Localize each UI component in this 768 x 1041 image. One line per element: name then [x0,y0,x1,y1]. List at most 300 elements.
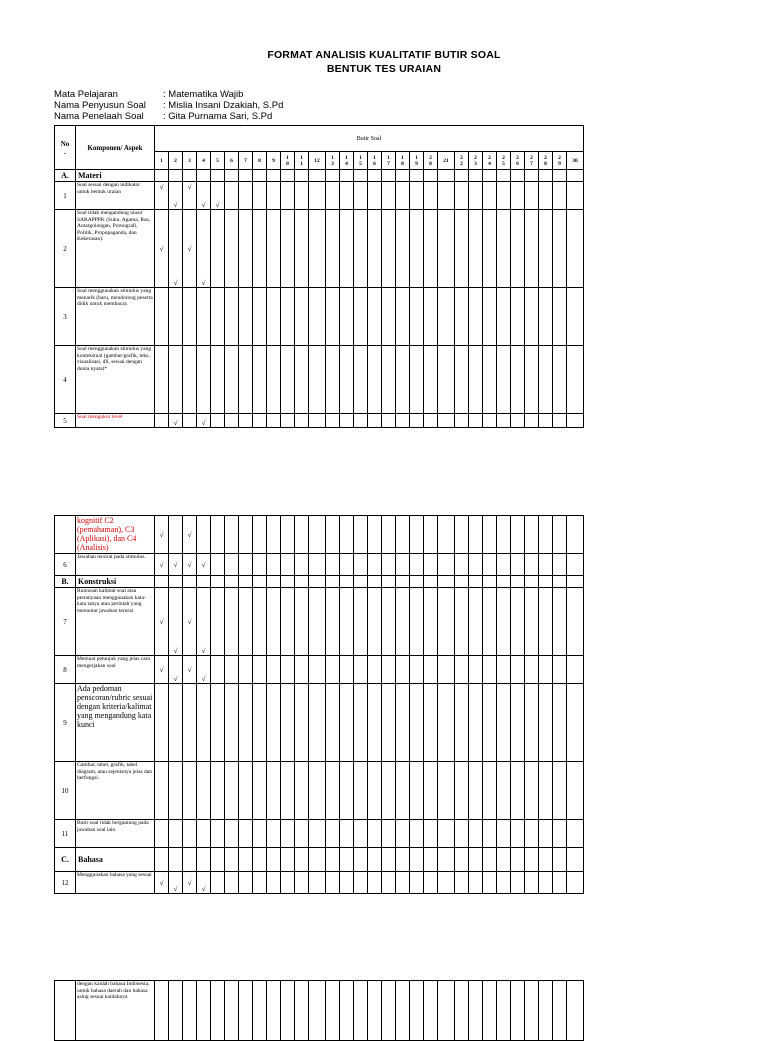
empty-cell [438,588,455,656]
meta-label: Nama Penelaah Soal [54,111,144,122]
empty-cell [368,170,382,182]
empty-cell [211,346,225,414]
empty-cell [225,182,239,210]
empty-cell [197,848,211,872]
section-letter: A. [55,170,76,182]
aspect-text: Memuat petunjuk yang jelas cara mengerjakan soal [76,656,155,684]
empty-cell [511,848,525,872]
empty-cell [211,981,225,1041]
empty-cell [155,820,169,848]
check-cell [197,554,211,576]
section-title: Materi [76,170,155,182]
empty-cell [483,554,497,576]
empty-cell [382,170,396,182]
row-number: 11 [55,820,76,848]
empty-cell [309,414,326,428]
empty-cell [455,981,469,1041]
empty-cell [469,762,483,820]
empty-cell [326,554,340,576]
aspect-text: Soal menggunakan stimulus yang kontekstual (gambar/grafik, teks, visualisasi, dll, sesuai dengan dunia nyata)* [76,346,155,414]
empty-cell [511,516,525,554]
empty-cell [281,576,295,588]
empty-cell [567,576,584,588]
empty-cell [469,656,483,684]
empty-cell [309,820,326,848]
empty-cell [396,872,410,894]
aspect-text: dengan kaidah bahasa Indonesia, untuk bahasa daerah dan bahasa asing sesuai kaidahnya [76,981,155,1041]
empty-cell [281,182,295,210]
empty-cell [340,414,354,428]
empty-cell [511,872,525,894]
empty-cell [410,414,424,428]
empty-cell [225,210,239,288]
column-number: 2 4 [483,152,497,170]
column-number: 8 [253,152,267,170]
empty-cell [326,872,340,894]
empty-cell [211,288,225,346]
empty-cell [155,762,169,820]
check-mark: √ [187,617,192,626]
empty-cell [309,684,326,762]
empty-cell [211,684,225,762]
empty-cell [183,848,197,872]
check-mark: √ [159,183,164,191]
empty-cell [553,656,567,684]
empty-cell [438,554,455,576]
empty-cell [438,170,455,182]
empty-cell [525,981,539,1041]
empty-cell [281,762,295,820]
empty-cell [368,210,382,288]
empty-cell [396,684,410,762]
empty-cell [267,554,281,576]
table-row [55,981,584,1041]
empty-cell [511,820,525,848]
empty-cell [455,170,469,182]
empty-cell [211,588,225,656]
empty-cell [410,656,424,684]
empty-cell [539,554,553,576]
empty-cell [253,820,267,848]
check-cell [155,554,169,576]
table-row [55,588,584,656]
empty-cell [497,210,511,288]
empty-cell [396,182,410,210]
empty-cell [368,684,382,762]
check-mark: √ [201,675,206,683]
empty-cell [511,182,525,210]
empty-cell [483,182,497,210]
table-row [55,656,584,684]
empty-cell [197,684,211,762]
column-number: 2 6 [511,152,525,170]
empty-cell [340,588,354,656]
empty-cell [281,820,295,848]
empty-cell [382,288,396,346]
empty-cell [354,170,368,182]
empty-cell [483,656,497,684]
empty-cell [396,576,410,588]
check-cell [197,182,211,210]
empty-cell [438,848,455,872]
empty-cell [239,170,253,182]
empty-cell [368,554,382,576]
table-row [55,516,584,554]
column-number: 1 8 [396,152,410,170]
empty-cell [267,288,281,346]
empty-cell [469,210,483,288]
column-number: 1 5 [354,152,368,170]
empty-cell [410,872,424,894]
empty-cell [525,820,539,848]
empty-cell [511,588,525,656]
aspect-text: Soal tidak mengandung unsur SARAPPPK (Suku, Agama, Ras, Antargolongan, Pornografi, Politik, Propopaganda, dan Kekerasan). [76,210,155,288]
empty-cell [326,288,340,346]
empty-cell [410,182,424,210]
empty-cell [354,848,368,872]
section-row [55,576,584,588]
empty-cell [396,516,410,554]
empty-cell [169,820,183,848]
empty-cell [295,516,309,554]
empty-cell [410,981,424,1041]
empty-cell [281,210,295,288]
empty-cell [225,576,239,588]
aspect-text: Gambar, tabel, grafik, tabel diagram, atau sejenisnya jelas dan berfungsi. [76,762,155,820]
empty-cell [497,820,511,848]
empty-cell [567,346,584,414]
check-cell [155,872,169,894]
empty-cell [197,762,211,820]
check-mark: √ [159,878,164,887]
empty-cell [253,554,267,576]
empty-cell [424,210,438,288]
empty-cell [497,182,511,210]
empty-cell [340,554,354,576]
row-number: 8 [55,656,76,684]
empty-cell [295,346,309,414]
column-number: 2 3 [469,152,483,170]
empty-cell [424,576,438,588]
empty-cell [354,210,368,288]
empty-cell [455,656,469,684]
empty-cell [253,182,267,210]
empty-cell [424,762,438,820]
empty-cell [295,656,309,684]
empty-cell [225,820,239,848]
empty-cell [525,210,539,288]
empty-cell [225,516,239,554]
empty-cell [424,288,438,346]
check-mark: √ [173,675,178,683]
empty-cell [309,182,326,210]
empty-cell [309,346,326,414]
empty-cell [567,210,584,288]
empty-cell [497,170,511,182]
empty-cell [267,588,281,656]
empty-cell [253,170,267,182]
empty-cell [340,210,354,288]
empty-cell [253,762,267,820]
empty-cell [553,848,567,872]
empty-cell [295,170,309,182]
empty-cell [239,848,253,872]
empty-cell [483,288,497,346]
empty-cell [295,288,309,346]
empty-cell [267,170,281,182]
empty-cell [239,288,253,346]
empty-cell [340,516,354,554]
empty-cell [326,848,340,872]
empty-cell [354,414,368,428]
column-number: 12 [309,152,326,170]
empty-cell [253,210,267,288]
section-title: Konstruksi [76,576,155,588]
empty-cell [354,762,368,820]
check-cell [183,588,197,656]
empty-cell [483,588,497,656]
empty-cell [239,820,253,848]
aspect-text: Soal sesuai dengan indikator untuk bentuk uraian [76,182,155,210]
empty-cell [239,684,253,762]
empty-cell [483,762,497,820]
empty-cell [438,576,455,588]
empty-cell [382,210,396,288]
column-number: 2 8 [539,152,553,170]
empty-cell [539,684,553,762]
empty-cell [368,182,382,210]
empty-cell [309,588,326,656]
empty-cell [511,170,525,182]
empty-cell [567,820,584,848]
empty-cell [438,346,455,414]
empty-cell [239,872,253,894]
empty-cell [396,656,410,684]
empty-cell [382,981,396,1041]
check-cell [169,656,183,684]
empty-cell [424,516,438,554]
empty-cell [197,981,211,1041]
empty-cell [239,346,253,414]
empty-cell [410,762,424,820]
empty-cell [211,762,225,820]
empty-cell [525,872,539,894]
empty-cell [267,576,281,588]
empty-cell [525,684,539,762]
empty-cell [396,170,410,182]
empty-cell [225,414,239,428]
row-number: 9 [55,684,76,762]
empty-cell [239,554,253,576]
empty-cell [469,981,483,1041]
empty-cell [497,588,511,656]
empty-cell [455,848,469,872]
row-number: 5 [55,414,76,428]
empty-cell [539,820,553,848]
empty-cell [326,414,340,428]
document-title: FORMAT ANALISIS KUALITATIF BUTIR SOAL [267,49,501,61]
empty-cell [281,516,295,554]
empty-cell [511,414,525,428]
empty-cell [511,576,525,588]
meta-value: : Matematika Wajib [163,89,244,100]
empty-cell [368,848,382,872]
empty-cell [183,414,197,428]
empty-cell [267,820,281,848]
empty-cell [497,981,511,1041]
empty-cell [354,288,368,346]
empty-cell [396,414,410,428]
empty-cell [295,588,309,656]
empty-cell [267,981,281,1041]
row-number: 4 [55,346,76,414]
empty-cell [469,588,483,656]
empty-cell [253,346,267,414]
empty-cell [438,210,455,288]
empty-cell [309,516,326,554]
empty-cell [267,182,281,210]
empty-cell [469,576,483,588]
empty-cell [396,346,410,414]
row-number [55,981,76,1041]
empty-cell [567,656,584,684]
empty-cell [295,820,309,848]
empty-cell [183,762,197,820]
empty-cell [309,288,326,346]
empty-cell [438,981,455,1041]
check-cell [169,182,183,210]
empty-cell [155,684,169,762]
empty-cell [295,762,309,820]
row-number: 2 [55,210,76,288]
empty-cell [567,872,584,894]
empty-cell [197,288,211,346]
empty-cell [525,848,539,872]
empty-cell [368,346,382,414]
empty-cell [424,656,438,684]
check-cell [197,414,211,428]
empty-cell [309,872,326,894]
empty-cell [483,210,497,288]
empty-cell [497,848,511,872]
empty-cell [567,848,584,872]
empty-cell [368,656,382,684]
empty-cell [455,576,469,588]
check-cell [183,554,197,576]
empty-cell [424,872,438,894]
empty-cell [438,762,455,820]
empty-cell [567,182,584,210]
empty-cell [424,414,438,428]
empty-cell [309,576,326,588]
empty-cell [211,170,225,182]
empty-cell [267,656,281,684]
empty-cell [525,656,539,684]
empty-cell [455,554,469,576]
empty-cell [539,981,553,1041]
empty-cell [354,516,368,554]
aspect-text: Rumusan kalimat soal atau pertanyaan menggunakan kata-kata tanya atau perintah yang menuntut jawaban terurai [76,588,155,656]
empty-cell [368,288,382,346]
check-mark: √ [173,885,178,893]
empty-cell [424,981,438,1041]
empty-cell [553,210,567,288]
check-mark: √ [173,279,178,287]
empty-cell [368,872,382,894]
empty-cell [267,414,281,428]
empty-cell [539,182,553,210]
empty-cell [424,848,438,872]
column-number: 1 7 [382,152,396,170]
check-mark: √ [173,201,178,209]
empty-cell [340,656,354,684]
empty-cell [183,170,197,182]
empty-cell [326,981,340,1041]
empty-cell [539,872,553,894]
empty-cell [511,981,525,1041]
empty-cell [539,656,553,684]
empty-cell [340,981,354,1041]
empty-cell [455,346,469,414]
check-cell [183,210,197,288]
empty-cell [326,656,340,684]
empty-cell [525,346,539,414]
empty-cell [567,170,584,182]
column-number: 4 [197,152,211,170]
table-row [55,554,584,576]
empty-cell [326,762,340,820]
check-cell [197,588,211,656]
aspect-text: Soal mengukur level [76,414,155,428]
empty-cell [225,684,239,762]
empty-cell [567,762,584,820]
column-number: 2 0 [424,152,438,170]
empty-cell [340,762,354,820]
empty-cell [340,848,354,872]
empty-cell [183,981,197,1041]
empty-cell [497,414,511,428]
empty-cell [253,656,267,684]
empty-cell [553,762,567,820]
check-cell [197,872,211,894]
table-row [55,762,584,820]
empty-cell [382,182,396,210]
empty-cell [169,576,183,588]
aspect-text: Soal menggunakan stimulus yang menarik (baru, mendorong peserta didik untuk membaca). [76,288,155,346]
empty-cell [469,414,483,428]
empty-cell [211,848,225,872]
document-subtitle: BENTUK TES URAIAN [326,63,442,75]
check-mark: √ [187,183,192,191]
empty-cell [253,588,267,656]
empty-cell [340,684,354,762]
empty-cell [469,872,483,894]
empty-cell [410,588,424,656]
check-mark: √ [159,560,164,569]
empty-cell [469,346,483,414]
empty-cell [525,170,539,182]
empty-cell [155,288,169,346]
empty-cell [281,414,295,428]
empty-cell [553,684,567,762]
empty-cell [239,576,253,588]
empty-cell [424,588,438,656]
empty-cell [211,516,225,554]
empty-cell [567,684,584,762]
empty-cell [410,554,424,576]
section-row [55,848,584,872]
empty-cell [424,170,438,182]
